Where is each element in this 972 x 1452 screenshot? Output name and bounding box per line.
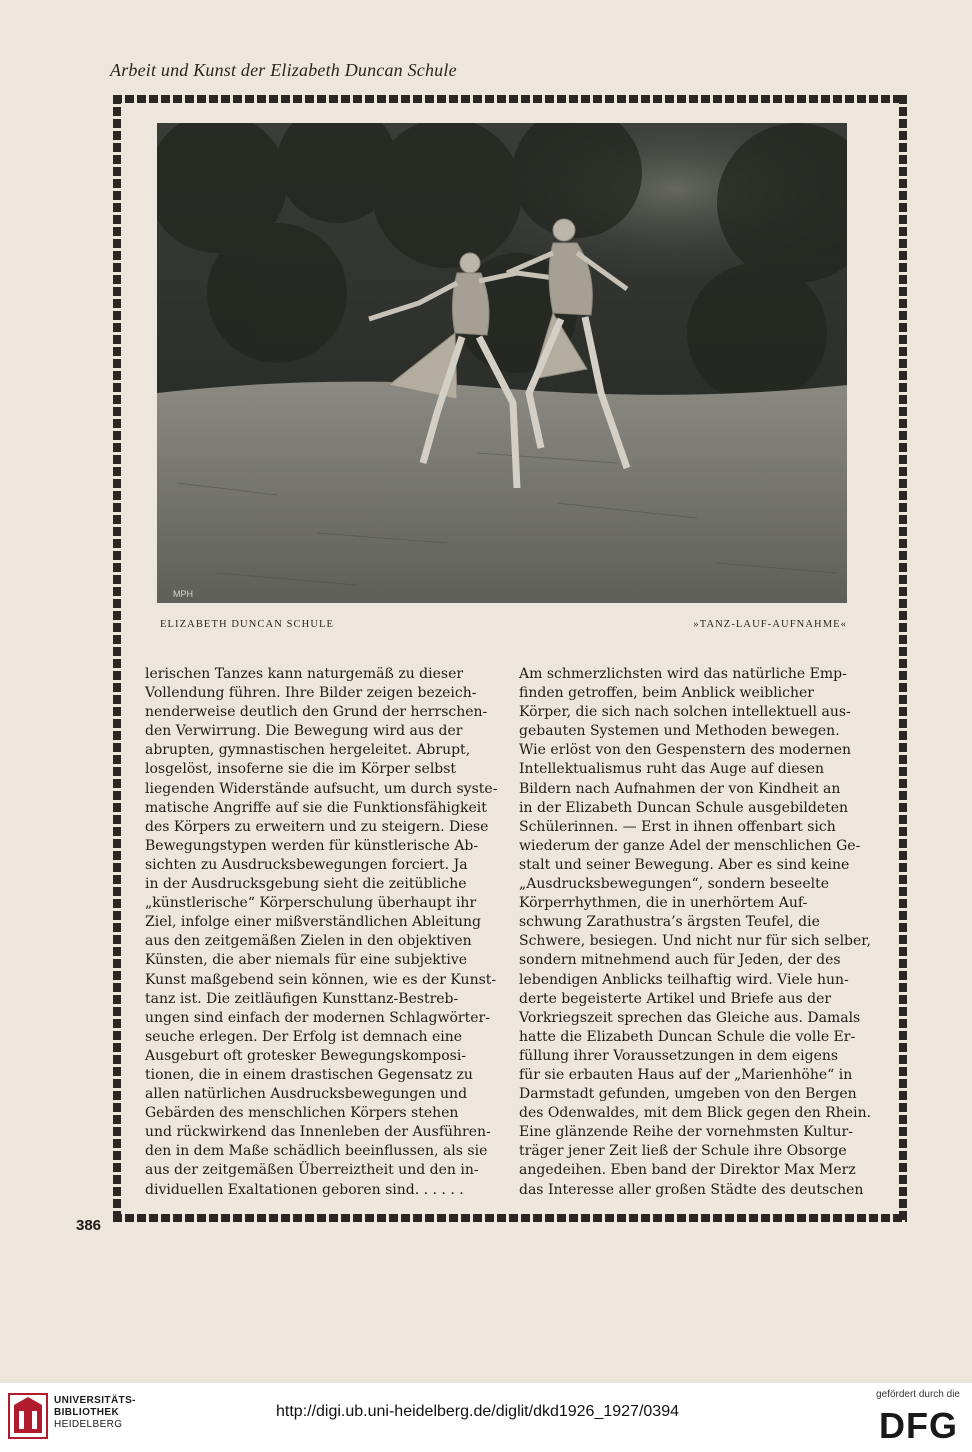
text-line: losgelöst, insoferne sie die im Körper selbst <box>145 761 457 778</box>
frame-right-border <box>899 95 907 1222</box>
text-line: seuche erlegen. Der Erfolg ist demnach eine <box>145 1028 463 1045</box>
grass <box>157 382 847 603</box>
text-line: das Interesse aller großen Städte des deutschen <box>519 1181 864 1198</box>
library-line-1: UNIVERSITÄTS- <box>54 1395 136 1406</box>
library-name[interactable] <box>54 1395 136 1431</box>
text-line: Künsten, die aber niemals für eine subjektive <box>145 952 468 969</box>
text-line: Wie erlöst von den Gespenstern des modernen <box>519 742 852 759</box>
text-line: derte begeisterte Artikel und Briefe aus der <box>519 990 832 1007</box>
text-line: Ausgeburt oft grotesker Bewegungskomposi- <box>145 1047 467 1064</box>
text-line: füllung ihrer Voraussetzungen in dem eigens <box>519 1047 839 1064</box>
library-line-3: HEIDELBERG <box>54 1419 123 1430</box>
right-column <box>519 665 871 1200</box>
text-line: Intellektualismus ruht das Auge auf diesen <box>519 761 825 778</box>
text-line: Kunst maßgebend sein können, wie es der Kunst- <box>145 971 497 988</box>
photographer-signature: MPH <box>173 589 193 599</box>
text-line: allen natürlichen Ausdrucksbewegungen und <box>145 1086 468 1103</box>
text-line: den Verwirrung. Die Bewegung wird aus der <box>145 723 463 740</box>
text-line: des Körpers zu erweitern und zu steigern. Diese <box>145 818 489 835</box>
text-line: lebendigen Anblicks teilhaftig wird. Viele hun- <box>519 971 849 988</box>
text-line: den in dem Maße schädlich beeinflussen, als sie <box>145 1143 488 1160</box>
text-line: in der Elizabeth Duncan Schule ausgebildeten <box>519 799 849 816</box>
text-line: sichten zu Ausdrucksbewegungen forciert. Ja <box>145 856 468 873</box>
dfg-logo[interactable]: DFG <box>879 1405 958 1446</box>
frame-left-border <box>113 95 121 1222</box>
text-line: Darmstadt gefunden, umgeben von den Bergen <box>519 1086 857 1103</box>
text-line: dividuellen Exaltationen geboren sind. . . . . . <box>145 1181 464 1198</box>
left-column <box>145 665 497 1200</box>
text-line: aus den zeitgemäßen Zielen in den objektiven <box>145 933 472 950</box>
text-line: matische Angriffe auf sie die Funktionsfähigkeit <box>145 799 487 816</box>
text-line: stalt und seiner Bewegung. Aber es sind keine <box>519 856 850 873</box>
text-line: liegenden Widerstände aufsucht, um durch syste- <box>145 780 498 797</box>
footer-url-link[interactable]: http://digi.ub.uni-heidelberg.de/diglit/dkd1926_1927/0394 <box>276 1403 679 1420</box>
text-line: angedeihen. Eben band der Direktor Max Merz <box>519 1162 856 1179</box>
text-line: Körperrhythmen, die in unerhörtem Auf- <box>519 895 808 912</box>
caption-left: ELIZABETH DUNCAN SCHULE <box>160 619 335 630</box>
caption-right: »TANZ-LAUF-AUFNAHME« <box>693 619 847 630</box>
text-line: Schwere, besiegen. Und nicht nur für sich selber, <box>519 933 871 950</box>
library-line-2: BIBLIOTHEK <box>54 1407 120 1418</box>
text-line: Vorkriegszeit sprechen das Gleiche aus. Damals <box>519 1009 861 1026</box>
text-line: aus der zeitgemäßen Überreiztheit und den in- <box>145 1162 479 1179</box>
text-line: wiederum der ganze Adel der menschlichen Ge- <box>519 837 861 854</box>
text-line: für sie erbauten Haus auf der „Marienhöhe“ in <box>519 1066 853 1083</box>
text-line: finden getroffen, beim Anblick weiblicher <box>519 685 814 702</box>
text-line: lerischen Tanzes kann naturgemäß zu dieser <box>145 666 464 682</box>
text-line: tanz ist. Die zeitläufigen Kunsttanz-Bestreb- <box>145 990 459 1007</box>
text-line: schwung Zarathustra’s ärgsten Teufel, die <box>519 914 820 931</box>
text-line: nenderweise deutlich den Grund der herrschen- <box>145 704 488 721</box>
frame-top-border <box>113 95 907 103</box>
text-line: und rückwirkend das Innenleben der Ausführen- <box>145 1124 491 1141</box>
text-line: tionen, die in einem drastischen Gegensatz zu <box>145 1066 473 1083</box>
text-line: Schülerinnen. — Erst in ihnen offenbart sich <box>519 818 836 835</box>
text-line: Am schmerzlichsten wird das natürliche Emp- <box>519 666 847 682</box>
text-line: sondern mitnehmend auch für Jeden, der des <box>519 952 841 969</box>
text-line: des Odenwaldes, mit dem Blick gegen den Rhein. <box>519 1105 872 1122</box>
dancers-photo-illustration <box>157 123 847 603</box>
page-header: Arbeit und Kunst der Elizabeth Duncan Schule <box>110 60 457 80</box>
photo <box>157 123 847 603</box>
text-line: Bewegungstypen werden für künstlerische Ab- <box>145 837 479 854</box>
text-line: Bildern nach Aufnahmen der von Kindheit an <box>519 780 841 797</box>
text-line: Gebärden des menschlichen Körpers stehen <box>145 1105 459 1122</box>
page-number: 386 <box>76 1217 102 1234</box>
frame-bottom-border <box>113 1214 907 1222</box>
text-line: träger jener Zeit ließ der Schule ihre Obsorge <box>519 1143 847 1160</box>
text-line: ungen sind einfach der modernen Schlagwörter- <box>145 1009 490 1026</box>
text-line: Vollendung führen. Ihre Bilder zeigen bezeich- <box>145 685 477 702</box>
text-line: hatte die Elizabeth Duncan Schule die volle Er- <box>519 1028 856 1045</box>
text-line: in der Ausdrucksgebung sieht die zeitübliche <box>145 876 467 893</box>
university-seal-icon[interactable] <box>8 1393 48 1439</box>
text-line: abrupten, gymnastischen hergeleitet. Abrupt, <box>145 742 471 759</box>
text-line: Körper, die sich nach solchen intellektuell aus- <box>519 704 851 721</box>
footer-bar <box>0 1383 972 1452</box>
text-line: „Ausdrucksbewegungen“, sondern beseelte <box>519 876 830 893</box>
text-line: Eine glänzende Reihe der vornehmsten Kultur- <box>519 1124 853 1141</box>
text-line: gebauten Systemen und Methoden bewegen. <box>519 723 840 740</box>
text-line: „künstlerische“ Körperschulung überhaupt ihr <box>145 895 477 912</box>
sponsor-text: gefördert durch die <box>876 1389 960 1400</box>
text-line: Ziel, infolge einer mißverständlichen Ableitung <box>145 914 481 931</box>
